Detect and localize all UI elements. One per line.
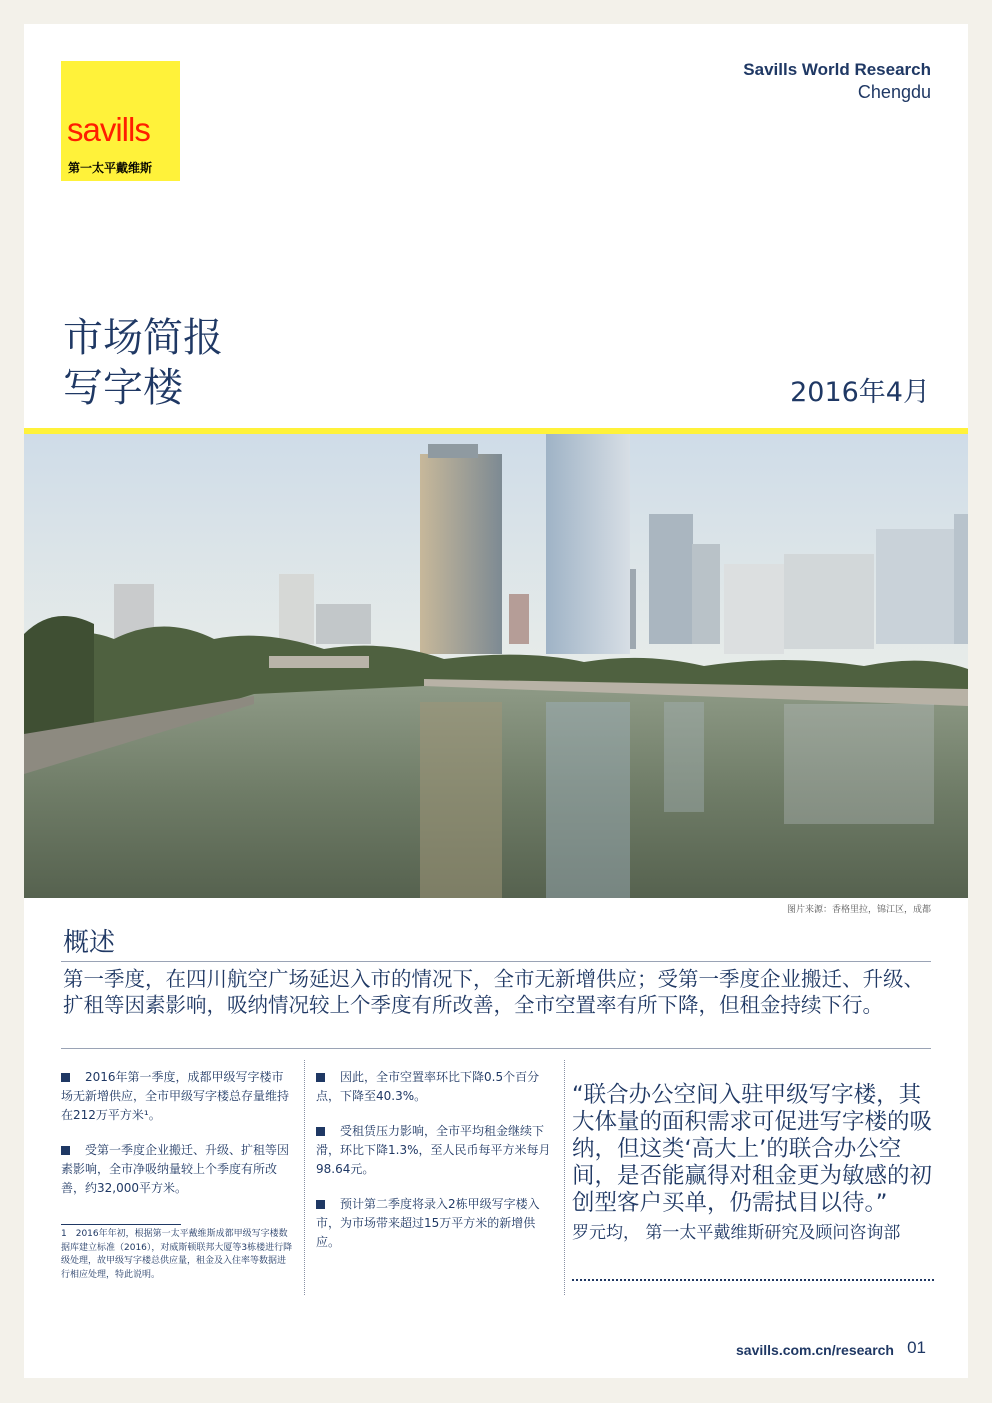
- research-link[interactable]: savills.com.cn/research: [736, 1342, 894, 1358]
- quote-divider: [572, 1279, 934, 1281]
- column-divider: [564, 1060, 565, 1295]
- research-label: Savills World Research: [743, 60, 931, 79]
- report-date: 2016年4月: [790, 377, 930, 408]
- report-page: [24, 24, 968, 1378]
- divider: [61, 1048, 931, 1049]
- report-title: 市场简报: [63, 315, 223, 361]
- page-number: 01: [907, 1338, 926, 1357]
- footnote-rule: [61, 1224, 181, 1225]
- column-middle: [316, 1068, 554, 1268]
- logo-chinese-name: 第一太平戴维斯: [68, 161, 153, 175]
- divider: [61, 961, 931, 962]
- bullet-point: 因此，全市空置率环比下降0.5个百分点，下降至40.3%。: [316, 1068, 554, 1106]
- logo-wordmark: savills: [67, 111, 150, 148]
- quote-author: 罗元均， 第一太平戴维斯研究及顾问咨询部: [572, 1223, 901, 1243]
- photo-credit: 图片来源：香格里拉，锦江区，成都: [786, 905, 931, 915]
- overview-heading: 概述: [63, 928, 116, 958]
- pull-quote: “联合办公空间入驻甲级写字楼，其大体量的面积需求可促进写字楼的吸纳，但这类‘高大上’的联合办公空间，是否能赢得对租金更为敏感的初创型客户买单，仍需拭目以待。”: [572, 1082, 933, 1216]
- footnote: 1 2016年年初，根据第一太平戴维斯成都甲级写字楼数据库建立标准（2016），对威斯顿联邦大厦等3栋楼进行降级处理，故甲级写字楼总供应量，租金及入住率等数据进行相应处理，特此说明。: [61, 1229, 293, 1280]
- column-divider: [304, 1060, 305, 1295]
- report-subtitle: 写字楼: [63, 365, 183, 411]
- overview-summary: 第一季度，在四川航空广场延迟入市的情况下，全市无新增供应；受第一季度企业搬迁、升级、扩租等因素影响，吸纳情况较上个季度有所改善，全市空置率有所下降，但租金持续下行。: [63, 967, 924, 1017]
- bullet-point: 受第一季度企业搬迁、升级、扩租等因素影响，全市净吸纳量较上个季度有所改善，约32,000平方米。: [61, 1141, 293, 1198]
- savills-logo[interactable]: [61, 61, 180, 181]
- city-label: Chengdu: [857, 82, 931, 102]
- column-left: [61, 1068, 293, 1214]
- city-river-photo: [24, 434, 968, 898]
- bullet-point: 预计第二季度将录入2栋甲级写字楼入市，为市场带来超过15万平方米的新增供应。: [316, 1195, 554, 1252]
- bullet-point: 受租赁压力影响，全市平均租金继续下滑，环比下降1.3%，至人民币每平方米每月98.64元。: [316, 1122, 554, 1179]
- bullet-point: 2016年第一季度，成都甲级写字楼市场无新增供应，全市甲级写字楼总存量维持在212万平方米¹。: [61, 1068, 293, 1125]
